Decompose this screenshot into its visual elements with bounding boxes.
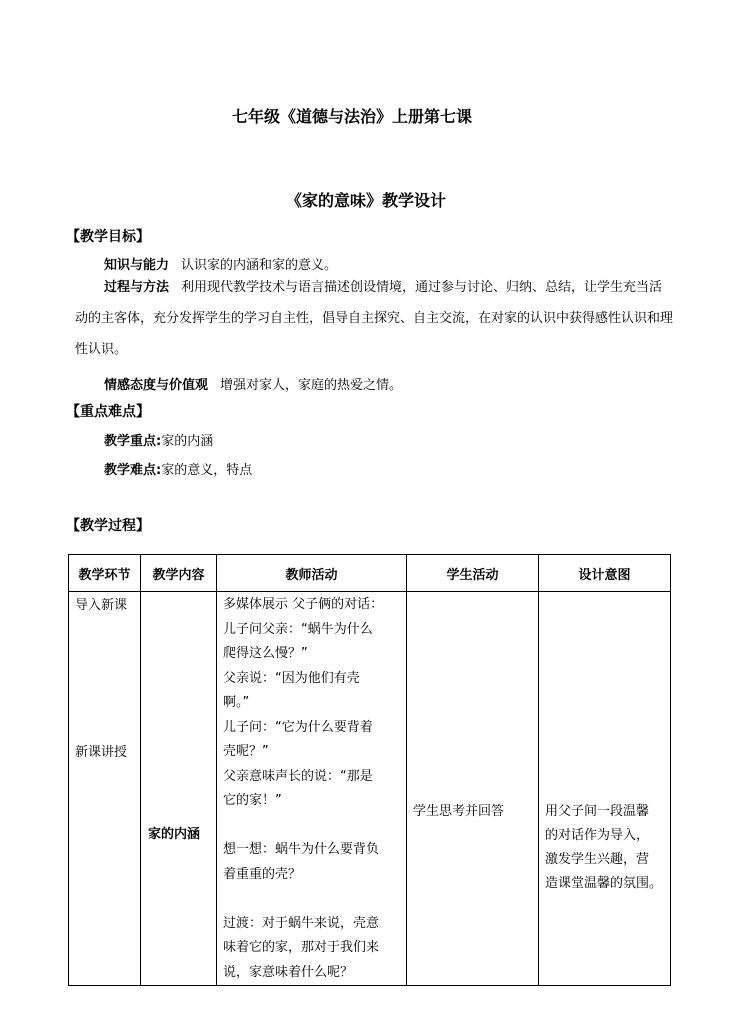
header-cell: 学生活动: [407, 555, 539, 592]
table-row: [69, 592, 671, 986]
process-label: 过程与方法: [104, 280, 170, 295]
student-activity-text: 学生思考并回答: [413, 804, 505, 819]
difficulty-text: 家的意义，特点: [161, 463, 253, 478]
teaching-process-table: [68, 554, 671, 986]
teacher-activity-cell: [217, 592, 407, 986]
lesson-title: 《家的意味》教学设计: [286, 191, 447, 210]
teacher-activity-text: 多媒体展示 父子俩的对话： 儿子问父亲：“蜗牛为什么 爬得这么慢？” 父亲说：“因为他们有壳 啊。” 儿子问：“它为什么要背着 壳呢？” 父亲意味声长的说：“那是 它的家！” 想一想：蜗牛为什么要背负 着重重的壳？ 过渡：对于蜗牛来说，壳意 味着它的家，那对于我们来 说，家意味着什么呢？: [223, 597, 384, 980]
difficulty-label: 教学难点:: [104, 463, 162, 478]
header-cell: 设计意图: [539, 555, 671, 592]
segment-cell: [69, 592, 141, 986]
objectives-heading: 【教学目标】: [66, 229, 150, 245]
process-paragraph: [75, 272, 673, 365]
segment-new: 新课讲授: [75, 745, 128, 760]
knowledge-label: 知识与能力: [104, 258, 170, 273]
segment-intro: 导入新课: [75, 598, 128, 613]
header-cell: 教师活动: [217, 555, 407, 592]
course-title: 七年级《道德与法治》上册第七课: [232, 107, 473, 126]
process-text: 利用现代教学技术与语言描述创设情境，通过参与讨论、归纳、总结，让学生充当活动的主客体，充分发挥学生的学习自主性，倡导自主探究、自主交流，在对家的认识中获得感性认识和理性认识。: [75, 280, 674, 357]
emotion-text: 增强对家人，家庭的热爱之情。: [220, 378, 403, 393]
process-heading: 【教学过程】: [66, 518, 150, 534]
content-text: 家的内涵: [148, 827, 201, 842]
focus-line: [104, 430, 213, 449]
design-intent-cell: [539, 592, 671, 986]
content-cell: [141, 592, 217, 986]
focus-text: 家的内涵: [161, 434, 214, 449]
student-activity-cell: [407, 592, 539, 986]
header-cell: 教学内容: [141, 555, 217, 592]
knowledge-text: 认识家的内涵和家的意义。: [181, 258, 338, 273]
focus-label: 教学重点:: [104, 434, 162, 449]
table-header-row: [69, 555, 671, 592]
knowledge-line: [104, 254, 337, 273]
keypoints-heading: 【重点难点】: [66, 404, 150, 420]
emotion-line: [104, 374, 402, 393]
emotion-label: 情感态度与价值观: [104, 378, 209, 393]
design-intent-text: 用父子间一段温馨 的对话作为导入， 激发学生兴趣，营 造课堂温馨的氛围。: [545, 804, 663, 891]
difficulty-line: [104, 459, 252, 478]
header-cell: 教学环节: [69, 555, 141, 592]
